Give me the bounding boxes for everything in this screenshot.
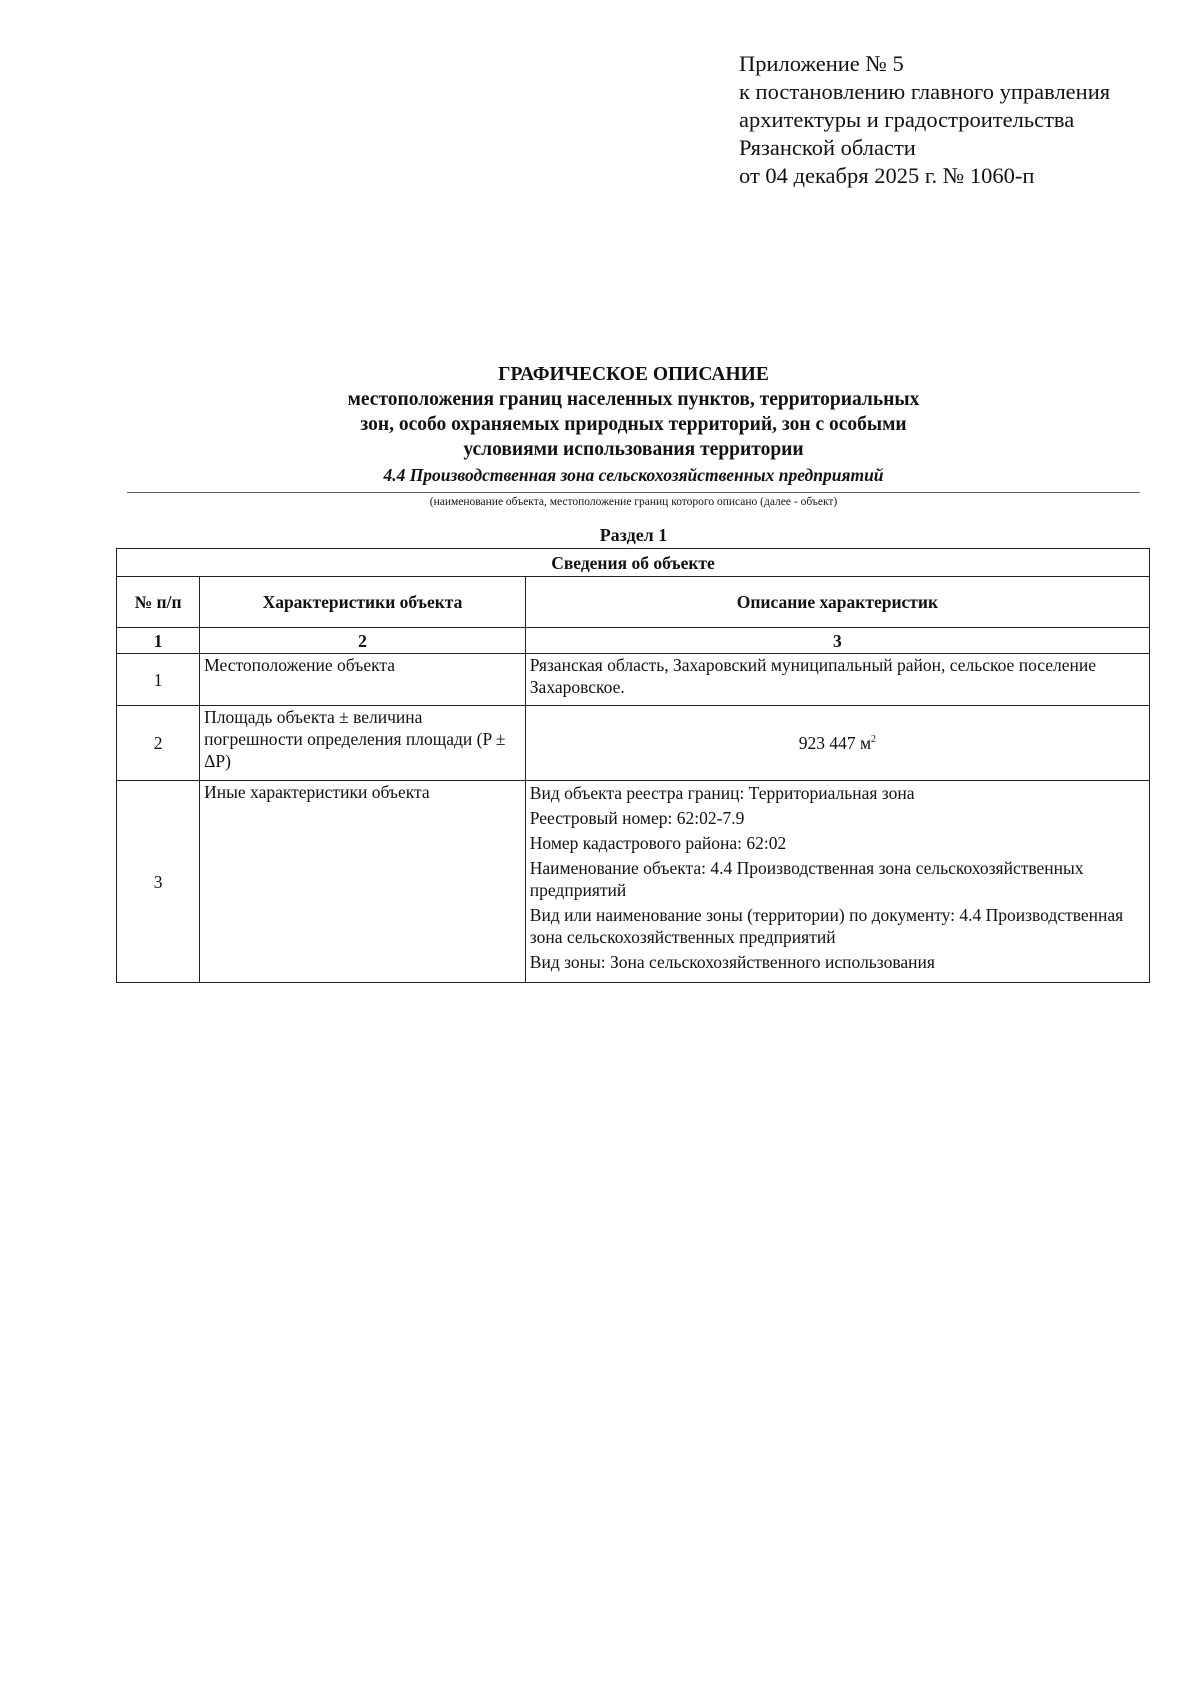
table-row xyxy=(117,654,1150,706)
appendix-line: от 04 декабря 2025 г. № 1060-п xyxy=(739,163,1035,188)
column-header-number: № п/п xyxy=(117,577,200,628)
object-name: 4.4 Производственная зона сельскохозяйственных предприятий xyxy=(383,465,884,485)
row-number: 3 xyxy=(117,781,200,983)
column-header-characteristic: Характеристики объекта xyxy=(200,577,526,628)
description-line: Реестровый номер: 62:02-7.9 xyxy=(529,808,745,828)
table-row xyxy=(117,781,1150,983)
document-subtitle-line: зон, особо охраняемых природных территорий, зон с особыми xyxy=(360,414,907,435)
appendix-line: к постановлению главного управления xyxy=(739,79,1111,104)
description-line: Наименование объекта: 4.4 Производственная зона сельскохозяйственных предприятий xyxy=(529,858,1084,900)
row-description: Рязанская область, Захаровский муниципальный район, сельское поселение Захаровское. xyxy=(525,654,1149,706)
column-number: 1 xyxy=(117,628,200,654)
area-value: 923 447 м xyxy=(798,733,872,753)
row-number: 1 xyxy=(117,654,200,706)
row-description xyxy=(525,781,1149,983)
document-title: ГРАФИЧЕСКОЕ ОПИСАНИЕ xyxy=(498,364,769,385)
row-description xyxy=(525,706,1149,781)
area-unit-superscript: 2 xyxy=(871,734,877,746)
description-line: Вид или наименование зоны (территории) по документу: 4.4 Производственная зона сельскохозяйственных предприятий xyxy=(529,905,1124,947)
column-header-description: Описание характеристик xyxy=(525,577,1149,628)
description-line: Номер кадастрового района: 62:02 xyxy=(529,833,787,853)
table-title: Сведения об объекте xyxy=(117,549,1150,577)
row-characteristic: Иные характеристики объекта xyxy=(200,781,526,983)
appendix-line: архитектуры и градостроительства xyxy=(739,107,1075,132)
section-title: Раздел 1 xyxy=(599,525,668,545)
document-subtitle-line: условиями использования территории xyxy=(463,439,804,460)
row-number: 2 xyxy=(117,706,200,781)
row-characteristic: Местоположение объекта xyxy=(200,654,526,706)
object-info-table xyxy=(116,548,1150,983)
description-line: Вид зоны: Зона сельскохозяйственного использования xyxy=(529,952,935,972)
appendix-line: Приложение № 5 xyxy=(739,51,904,76)
document-header xyxy=(126,362,1141,486)
appendix-line: Рязанской области xyxy=(739,135,916,160)
column-number: 3 xyxy=(525,628,1149,654)
table-row xyxy=(117,706,1150,781)
row-characteristic: Площадь объекта ± величина погрешности определения площади (P ± ΔP) xyxy=(200,706,526,781)
document-subtitle-line: местоположения границ населенных пунктов, территориальных xyxy=(347,389,920,410)
object-name-underline xyxy=(127,492,1140,493)
appendix-block xyxy=(739,50,1179,190)
object-name-caption: (наименование объекта, местоположение границ которого описано (далее - объект) xyxy=(429,496,838,508)
description-line: Вид объекта реестра границ: Территориальная зона xyxy=(529,783,915,803)
column-number: 2 xyxy=(200,628,526,654)
